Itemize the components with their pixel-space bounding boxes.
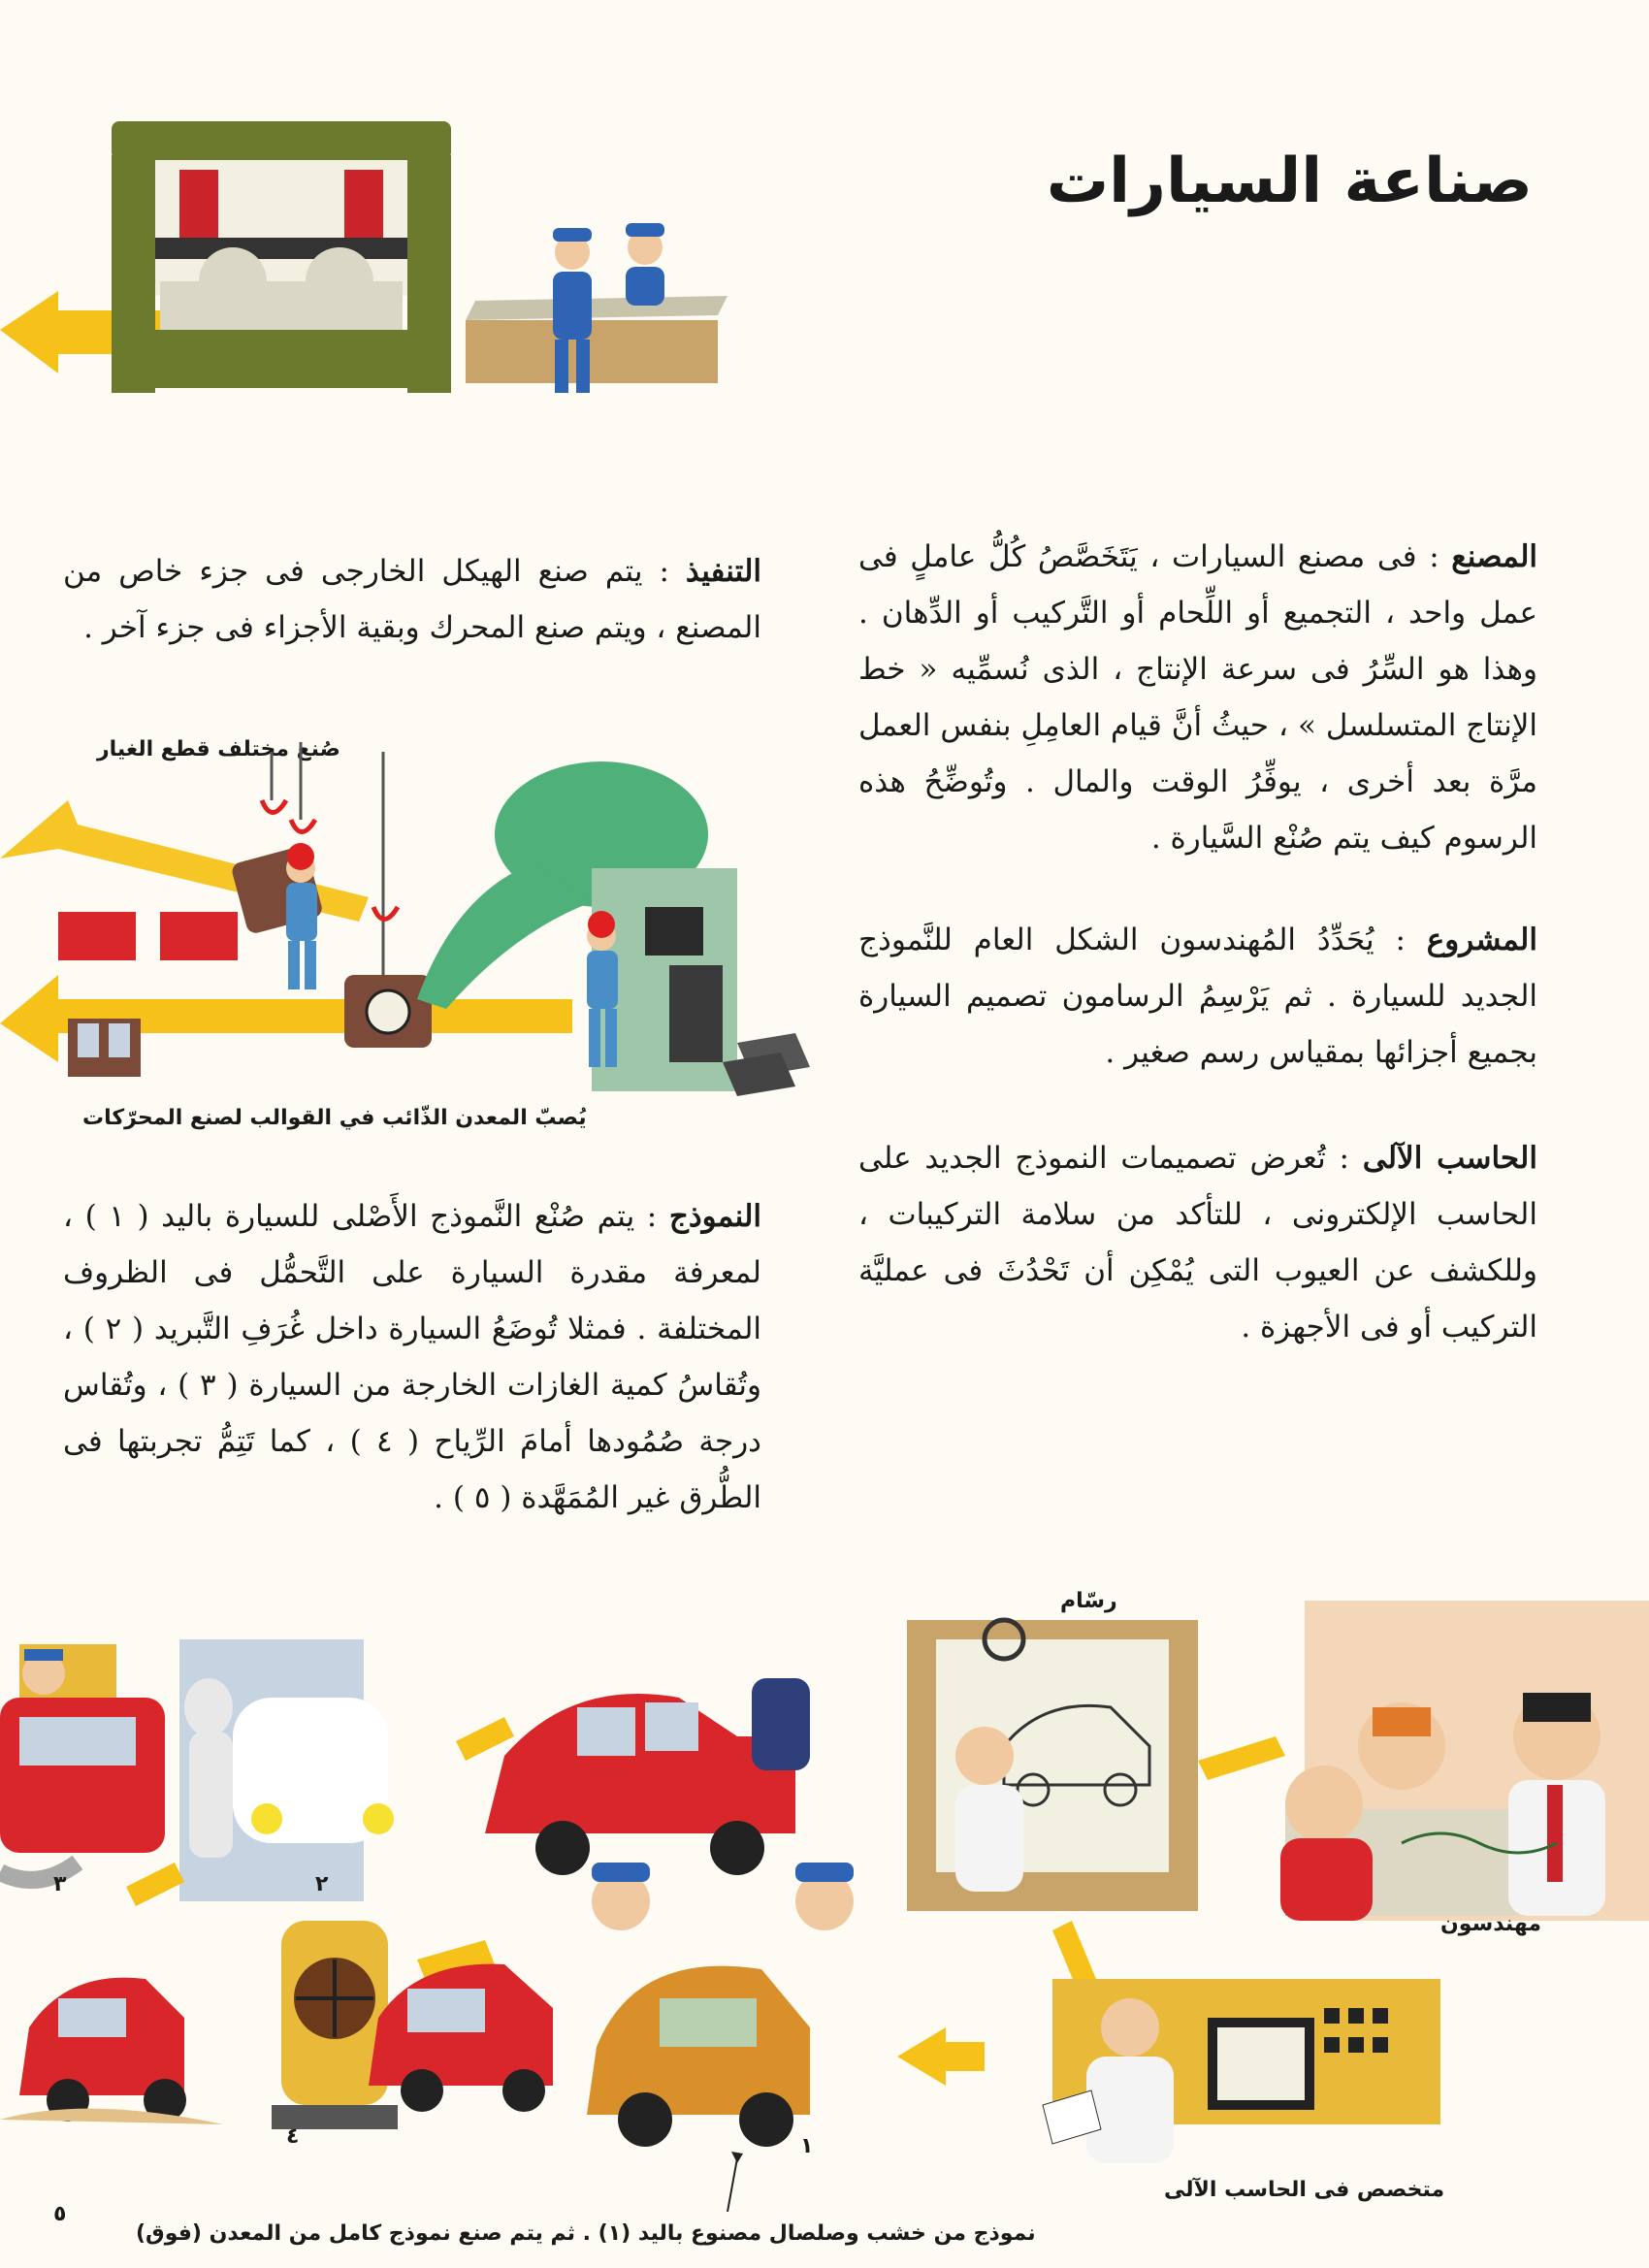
section-computer (858, 1130, 1537, 1355)
section-factory-heading: المصنع (1451, 539, 1537, 574)
section-model-heading: النموذج (668, 1199, 762, 1234)
label-number-5: ٥ (53, 2202, 67, 2226)
section-model (63, 1188, 761, 1526)
car-testing-illustration (0, 1639, 897, 2212)
caption-draftsman: رسّام (1060, 1589, 1117, 1613)
section-factory-body: : فى مصنع السيارات ، يَتَخَصَّصُ كُلُّ عاملٍ فى عمل واحد ، التجميع أو اللِّحام أو التَّركيب أو الدِّهان . وهذا هو السِّرُ فى سرعة الإنتاج ، الذى نُسمِّيه « خط الإنتاج المتسلسل » ، حيثُ أنَّ قيام العامِلِ بنفس العمل مرَّة بعد أخرى ، يوفِّرُ الوقت والمال . وتُوضِّحُ هذه الرسوم كيف يتم صُنْع السَّيارة . (858, 539, 1537, 856)
caption-spare-parts: صُنع مختلف قطع الغيار (97, 737, 340, 761)
label-number-3: ٣ (53, 1872, 67, 1896)
section-project-heading: المشروع (1426, 923, 1537, 957)
section-computer-body: : تُعرض تصميمات النموذج الجديد على الحاسب الإلكترونى ، للتأكد من سلامة التركيبات ، وللكشف عن العيوب التى يُمْكِن أن تَحْدُثَ فى عمليَّة التركيب أو فى الأجهزة . (858, 1141, 1537, 1345)
section-project-body: : يُحَدِّدُ المُهندسون الشكل العام للنَّموذج الجديد للسيارة . ثم يَرْسِمُ الرسامون تصميم السيارة بجميع أجزائها بمقياس رسم صغير . (858, 923, 1537, 1070)
section-computer-heading: الحاسب الآلى (1362, 1141, 1537, 1176)
label-number-2: ٢ (315, 1872, 329, 1896)
section-model-body: : يتم صُنْع النَّموذج الأَصْلى للسيارة باليد ( ١ ) ، لمعرفة مقدرة السيارة على التَّحمُّل فى الظروف المختلفة . فمثلا تُوضَعُ السيارة داخل غُرَفِ التَّبريد ( ٢ ) ، وتُقاسُ كمية الغازات الخارجة من السيارة ( ٣ ) ، وتُقاس درجة صُمُودها أمامَ الرِّياح ( ٤ ) ، كما تَتِمُّ تجربتها فى الطُّرق غير المُمَهَّدة ( ٥ ) . (63, 1199, 762, 1515)
section-factory (858, 529, 1537, 866)
page-title: صناعة السيارات (1046, 146, 1533, 217)
caption-molten-metal: يُصبّ المعدن الذّائب في القوالب لصنع المحرّكات (82, 1106, 587, 1130)
section-execution-body: : يتم صنع الهيكل الخارجى فى جزء خاص من المصنع ، ويتم صنع المحرك وبقية الأجزاء فى جزء آخر . (63, 554, 761, 645)
engineering-illustration (897, 1601, 1649, 2202)
section-execution-heading: التنفيذ (685, 554, 761, 589)
caption-computer-specialist: متخصص فى الحاسب الآلى (1164, 2178, 1445, 2202)
label-number-4: ٤ (286, 2124, 300, 2149)
foundry-illustration (0, 742, 815, 1101)
caption-engineers: مهندسون (1440, 1912, 1542, 1936)
section-execution (63, 543, 761, 656)
press-machine-illustration (0, 112, 757, 403)
section-project (858, 912, 1537, 1081)
label-number-1: ١ (800, 2134, 814, 2158)
caption-model-note: نموذج من خشب وصلصال مصنوع باليد (١) . ثم يتم صنع نموذج كامل من المعدن (فوق) (136, 2221, 1036, 2246)
